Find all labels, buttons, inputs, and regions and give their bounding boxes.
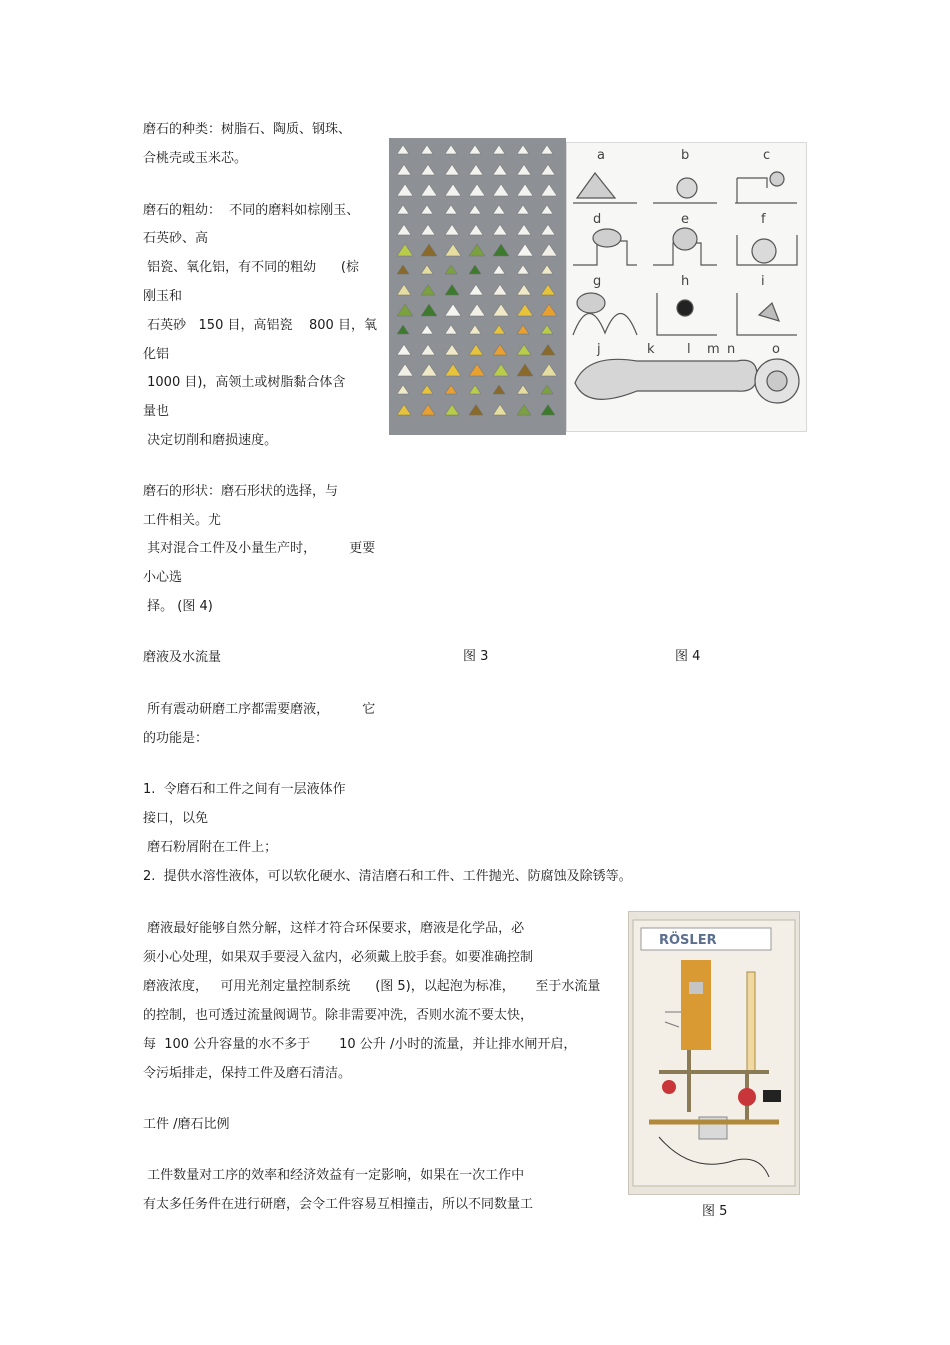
rosler-logo: RÖSLER [659,933,717,948]
text-line: 磨液最好能够自然分解，这样才符合环保要求，磨液是化学品，必 [143,921,525,936]
text-line: 化铝 [143,347,170,362]
diagram-label: k [647,342,655,357]
text-line: 磨石的种类：树脂石、陶质、钢珠、 [143,122,352,137]
diagram-label: f [761,212,766,227]
text-line: 小心选 [143,570,183,585]
text-line: 所有震动研磨工序都需要磨液， 它 [143,702,376,717]
text-line: 每 100 公升容量的水不多于 10 公升 /小时的流量，并让排水闸开启， [143,1037,577,1052]
text-line: 令污垢排走，保持工件及磨石清洁。 [143,1066,352,1081]
text-line: 铝瓷、氧化铝，有不同的粗幼 (棕 [143,260,359,275]
list-item: 2. 提供水溶性液体，可以软化硬水、清洁磨石和工件、工件抛光、防腐蚀及除锈等。 [143,869,632,884]
figure-3-media-shapes-image [389,138,566,435]
text-line: 1000 目)，高领土或树脂黏合体含 [143,375,346,390]
diagram-label: b [681,148,690,163]
text-line: 磨液浓度， 可用光剂定量控制系统 (图 5)，以起泡为标准， 至于水流量 [143,979,601,994]
list-item: 1. 令磨石和工件之间有一层液体作 [143,782,346,797]
text-line: 合桃壳或玉米芯。 [143,151,248,166]
diagram-label: d [593,212,602,227]
diagram-label: m [707,342,720,357]
diagram-label: o [772,342,780,357]
text-line: 石英砂、高 [143,231,209,246]
text-line: 石英砂 150 目，高铝瓷 800 目，氧 [143,318,377,333]
text-line: 择。 (图 4) [143,599,213,614]
text-line: 须小心处理，如果双手要浸入盆内，必须戴上胶手套。如要准确控制 [143,950,534,965]
section-heading-liquid: 磨液及水流量 [143,650,222,665]
diagram-label: g [593,274,602,289]
diagram-label: i [761,274,765,289]
diagram-label: a [597,148,605,163]
diagram-label: l [687,342,691,357]
text-line: 的控制，也可透过流量阀调节。除非需要冲洗，否则水流不要太快， [143,1008,534,1023]
figure-4-caption: 图 4 [675,649,701,664]
diagram-label: j [597,342,601,357]
text-line: 刚玉和 [143,289,183,304]
text-line: 其对混合工件及小量生产时， 更要 [143,541,376,556]
figure-5-caption: 图 5 [702,1204,728,1219]
dosing-system-illustration [629,912,799,1194]
media-shapes-illustration [389,138,566,435]
figure-5-dosing-system-image [628,911,800,1195]
diagram-label: c [763,148,771,163]
figure-3-caption: 图 3 [463,649,489,664]
text-line: 的功能是： [143,731,209,746]
text-line: 工件数量对工序的效率和经济效益有一定影响，如果在一次工作中 [143,1168,525,1183]
diagram-label: e [681,212,689,227]
text-line: 有太多任务件在进行研磨，会令工件容易互相撞击，所以不同数量工 [143,1197,534,1212]
section-heading-ratio: 工件 /磨石比例 [143,1117,230,1132]
list-item: 磨石粉屑附在工件上； [143,840,278,855]
text-line: 工件相关。尤 [143,513,222,528]
list-item: 接口，以免 [143,811,209,826]
text-line: 决定切削和磨损速度。 [143,433,278,448]
figure-4-diagram [566,142,807,432]
text-line: 磨石的粗幼： 不同的磨料如棕刚玉、 [143,203,360,218]
diagram-label: n [727,342,736,357]
text-line: 磨石的形状：磨石形状的选择，与 [143,484,339,499]
text-line: 量也 [143,404,170,419]
media-contact-diagram [567,143,806,431]
diagram-label: h [681,274,690,289]
